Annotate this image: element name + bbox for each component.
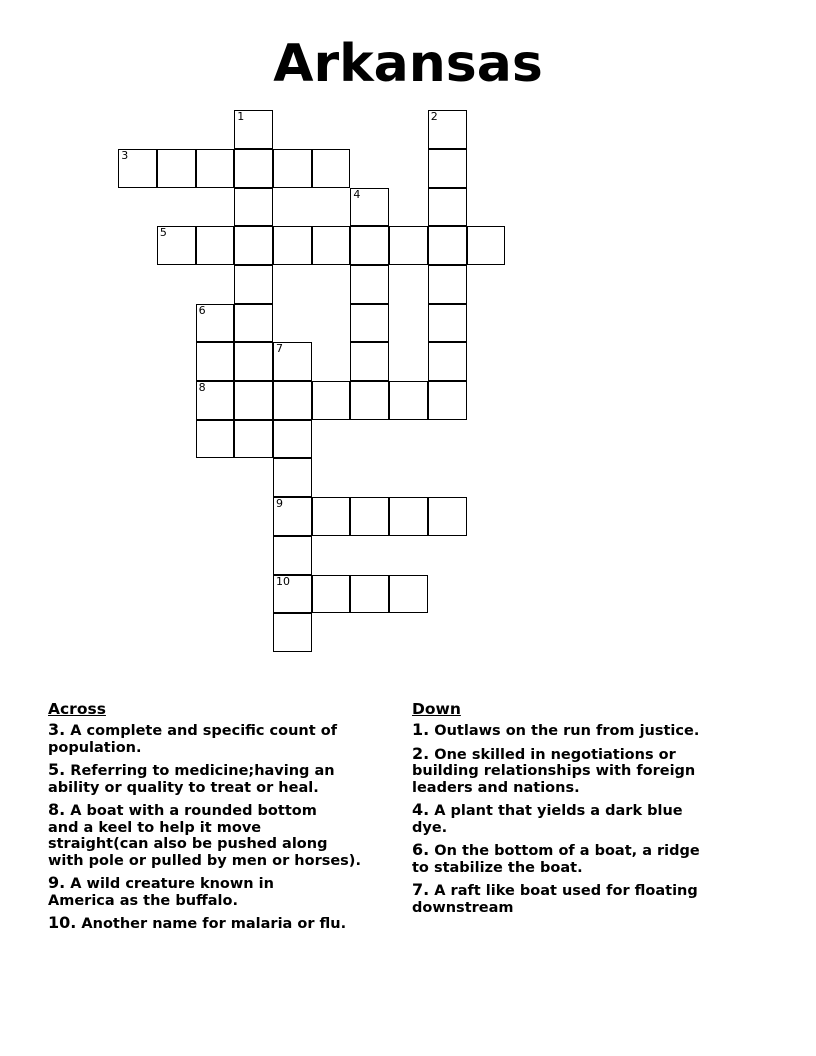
grid-cell[interactable] xyxy=(350,381,389,420)
grid-cell[interactable] xyxy=(428,342,467,381)
clue-number: 3. xyxy=(48,720,66,739)
clue-text: A boat with a rounded bottom and a keel to help it move straight(can also be pushed along with pole or pulled by men or horses). xyxy=(48,803,361,869)
grid-cell[interactable] xyxy=(196,304,235,343)
grid-cell[interactable] xyxy=(312,226,351,265)
grid-cell[interactable] xyxy=(273,613,312,652)
grid-cell[interactable] xyxy=(428,304,467,343)
grid-cell[interactable] xyxy=(234,226,273,265)
grid-cell[interactable] xyxy=(234,110,273,149)
grid-cell[interactable] xyxy=(273,458,312,497)
grid-cell[interactable] xyxy=(273,342,312,381)
grid-cell[interactable] xyxy=(273,226,312,265)
grid-cell[interactable] xyxy=(389,381,428,420)
puzzle-title: Arkansas xyxy=(273,34,543,94)
grid-cell[interactable] xyxy=(428,265,467,304)
clue-number: 6. xyxy=(412,840,430,859)
clue-down-6 xyxy=(412,842,772,876)
clue-number: 8. xyxy=(48,800,66,819)
clue-number: 1. xyxy=(412,720,430,739)
grid-cell[interactable] xyxy=(157,226,196,265)
grid-cell[interactable] xyxy=(196,420,235,459)
grid-cell[interactable] xyxy=(350,265,389,304)
clue-across-10 xyxy=(48,915,408,933)
grid-cell[interactable] xyxy=(196,226,235,265)
clue-number-label: 4 xyxy=(353,187,361,201)
grid-cell[interactable] xyxy=(389,575,428,614)
clue-down-7 xyxy=(412,882,772,916)
grid-cell[interactable] xyxy=(273,536,312,575)
grid-cell[interactable] xyxy=(273,381,312,420)
grid-cell[interactable] xyxy=(157,149,196,188)
clue-down-4 xyxy=(412,802,772,836)
across-heading: Across xyxy=(48,700,106,718)
grid-cell[interactable] xyxy=(467,226,506,265)
grid-cell[interactable] xyxy=(350,188,389,227)
grid-cell[interactable] xyxy=(273,420,312,459)
down-heading: Down xyxy=(412,700,461,718)
clue-number-label: 10 xyxy=(276,574,290,588)
grid-cell[interactable] xyxy=(428,188,467,227)
grid-cell[interactable] xyxy=(312,575,351,614)
clue-number-label: 3 xyxy=(121,148,129,162)
clue-number-label: 1 xyxy=(237,110,245,124)
grid-cell[interactable] xyxy=(234,342,273,381)
clue-text: Another name for malaria or flu. xyxy=(81,916,347,932)
grid-cell[interactable] xyxy=(234,420,273,459)
clue-across-8 xyxy=(48,802,408,869)
clue-number: 5. xyxy=(48,760,66,779)
grid-cell[interactable] xyxy=(350,342,389,381)
grid-cell[interactable] xyxy=(234,188,273,227)
clue-number-label: 2 xyxy=(430,110,438,124)
grid-cell[interactable] xyxy=(234,304,273,343)
clue-text: A wild creature known in America as the buffalo. xyxy=(48,876,274,909)
grid-cell[interactable] xyxy=(350,226,389,265)
clue-text: Outlaws on the run from justice. xyxy=(434,723,700,739)
down-clues xyxy=(412,700,772,922)
grid-cell[interactable] xyxy=(350,304,389,343)
grid-cell[interactable] xyxy=(312,381,351,420)
clue-number-label: 9 xyxy=(276,497,283,511)
clue-number-label: 5 xyxy=(159,226,167,240)
clue-number: 9. xyxy=(48,873,66,892)
grid-cell[interactable] xyxy=(428,110,467,149)
grid-cell[interactable] xyxy=(273,149,312,188)
grid-cell[interactable] xyxy=(312,497,351,536)
clue-text: A plant that yields a dark blue dye. xyxy=(412,803,683,836)
grid-cell[interactable] xyxy=(196,381,235,420)
clue-down-2 xyxy=(412,743,772,797)
clue-number: 7. xyxy=(412,880,430,899)
clue-number-label: 7 xyxy=(276,342,283,356)
clue-down-1 xyxy=(412,722,772,740)
grid-cell[interactable] xyxy=(350,575,389,614)
clue-number-label: 8 xyxy=(198,381,206,394)
grid-cell[interactable] xyxy=(428,497,467,536)
grid-cell[interactable] xyxy=(234,149,273,188)
clue-text: On the bottom of a boat, a ridge to stabilize the boat. xyxy=(412,843,700,876)
clue-number: 4. xyxy=(412,800,430,819)
across-clues xyxy=(48,700,408,939)
grid-cell[interactable] xyxy=(118,149,157,188)
clue-text: A complete and specific count of population. xyxy=(48,723,338,756)
grid-cell[interactable] xyxy=(273,497,312,536)
grid-cell[interactable] xyxy=(428,226,467,265)
clue-text: A raft like boat used for floating downstream xyxy=(412,883,698,916)
grid-cell[interactable] xyxy=(196,342,235,381)
clue-number: 2. xyxy=(412,743,430,763)
grid-cell[interactable] xyxy=(350,497,389,536)
grid-cell[interactable] xyxy=(234,265,273,304)
grid-cell[interactable] xyxy=(389,497,428,536)
grid-cell[interactable] xyxy=(234,381,273,420)
clue-number: 10. xyxy=(48,913,77,932)
clue-across-5 xyxy=(48,762,408,796)
clue-text: One skilled in negotiations or building relationships with foreign leaders and nations. xyxy=(412,746,696,796)
grid-cell[interactable] xyxy=(428,381,467,420)
grid-cell[interactable] xyxy=(312,149,351,188)
grid-cell[interactable] xyxy=(273,575,312,614)
clue-across-3 xyxy=(48,722,408,756)
clue-across-9 xyxy=(48,875,408,909)
grid-cell[interactable] xyxy=(428,149,467,188)
grid-cell[interactable] xyxy=(389,226,428,265)
clue-number-label: 6 xyxy=(198,303,206,317)
clue-text: Referring to medicine;having an ability or quality to treat or heal. xyxy=(48,763,335,796)
grid-cell[interactable] xyxy=(196,149,235,188)
